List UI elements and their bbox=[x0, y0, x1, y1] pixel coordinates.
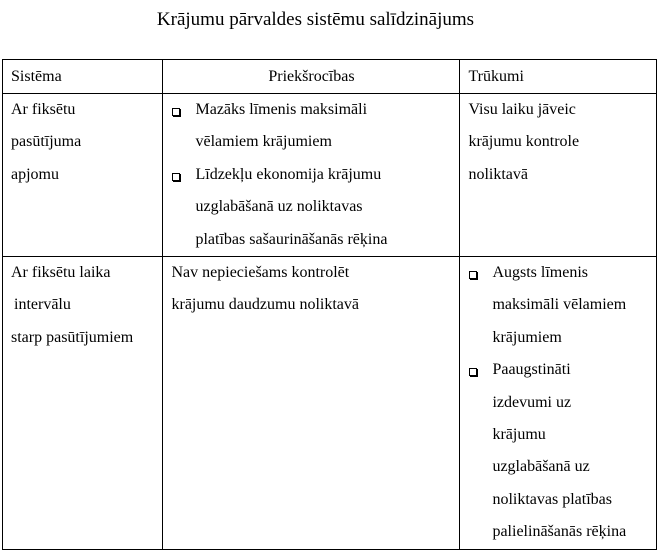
disadvantages-cell bbox=[460, 257, 657, 550]
list-item-line: krājumiem bbox=[492, 328, 562, 346]
comparison-table bbox=[2, 59, 657, 550]
system-cell bbox=[3, 94, 163, 257]
table-row bbox=[3, 257, 657, 550]
square-bullet-icon bbox=[172, 173, 180, 181]
list-item-line: palielināšanās rēķina bbox=[492, 523, 627, 541]
system-line: apjomu bbox=[11, 165, 59, 183]
system-line: intervālu bbox=[14, 296, 71, 314]
system-line: pasūtījuma bbox=[11, 133, 82, 151]
list-item-line: vēlamiem krājumiem bbox=[195, 133, 332, 151]
list-item-line: krājumu bbox=[492, 426, 546, 444]
square-bullet-icon bbox=[469, 368, 477, 376]
system-line: Ar fiksētu bbox=[11, 101, 76, 118]
square-bullet-icon bbox=[469, 271, 477, 279]
disadvantages-cell bbox=[460, 94, 657, 257]
list-item-line: Mazāks līmenis maksimāli bbox=[195, 101, 368, 118]
disadvantage-line: krājumu kontrole bbox=[468, 133, 580, 151]
list-item-line: platības sašaurināšanās rēķina bbox=[195, 230, 388, 248]
advantage-line: Nav nepieciešams kontrolēt bbox=[171, 264, 350, 282]
list-item-line: Paaugstināti bbox=[492, 361, 571, 379]
advantages-list bbox=[171, 94, 451, 256]
header-system: Sistēma bbox=[3, 60, 163, 94]
table-header-row bbox=[3, 60, 657, 94]
advantages-cell bbox=[163, 257, 460, 550]
list-item bbox=[171, 159, 451, 256]
list-item-line: Līdzekļu ekonomija krājumu bbox=[195, 165, 382, 183]
list-item bbox=[171, 94, 451, 159]
disadvantage-line: noliktavā bbox=[468, 165, 528, 183]
table-row bbox=[3, 94, 657, 257]
list-item-line: izdevumi uz bbox=[492, 393, 572, 411]
header-advantages: Priekšrocības bbox=[163, 60, 460, 94]
list-item-line: uzglabāšanā uz noliktavas bbox=[195, 198, 363, 216]
list-item-line: maksimāli vēlamiem bbox=[492, 296, 627, 314]
system-line: Ar fiksētu laika bbox=[11, 264, 111, 282]
list-item bbox=[468, 354, 648, 548]
advantages-cell bbox=[163, 94, 460, 257]
advantage-line: krājumu daudzumu noliktavā bbox=[171, 296, 359, 314]
list-item-line: Augsts līmenis bbox=[492, 264, 589, 282]
square-bullet-icon bbox=[172, 108, 180, 116]
disadvantages-list bbox=[468, 257, 648, 549]
header-disadvantages: Trūkumi bbox=[460, 60, 657, 94]
list-item-line: noliktavas platības bbox=[492, 490, 612, 508]
list-item-line: uzglabāšanā uz bbox=[492, 458, 590, 476]
system-cell bbox=[3, 257, 163, 550]
page-title: Krājumu pārvaldes sistēmu salīdzinājums bbox=[156, 9, 475, 30]
system-line: starp pasūtījumiem bbox=[11, 328, 134, 346]
disadvantage-line: Visu laiku jāveic bbox=[468, 101, 576, 118]
list-item bbox=[468, 257, 648, 354]
